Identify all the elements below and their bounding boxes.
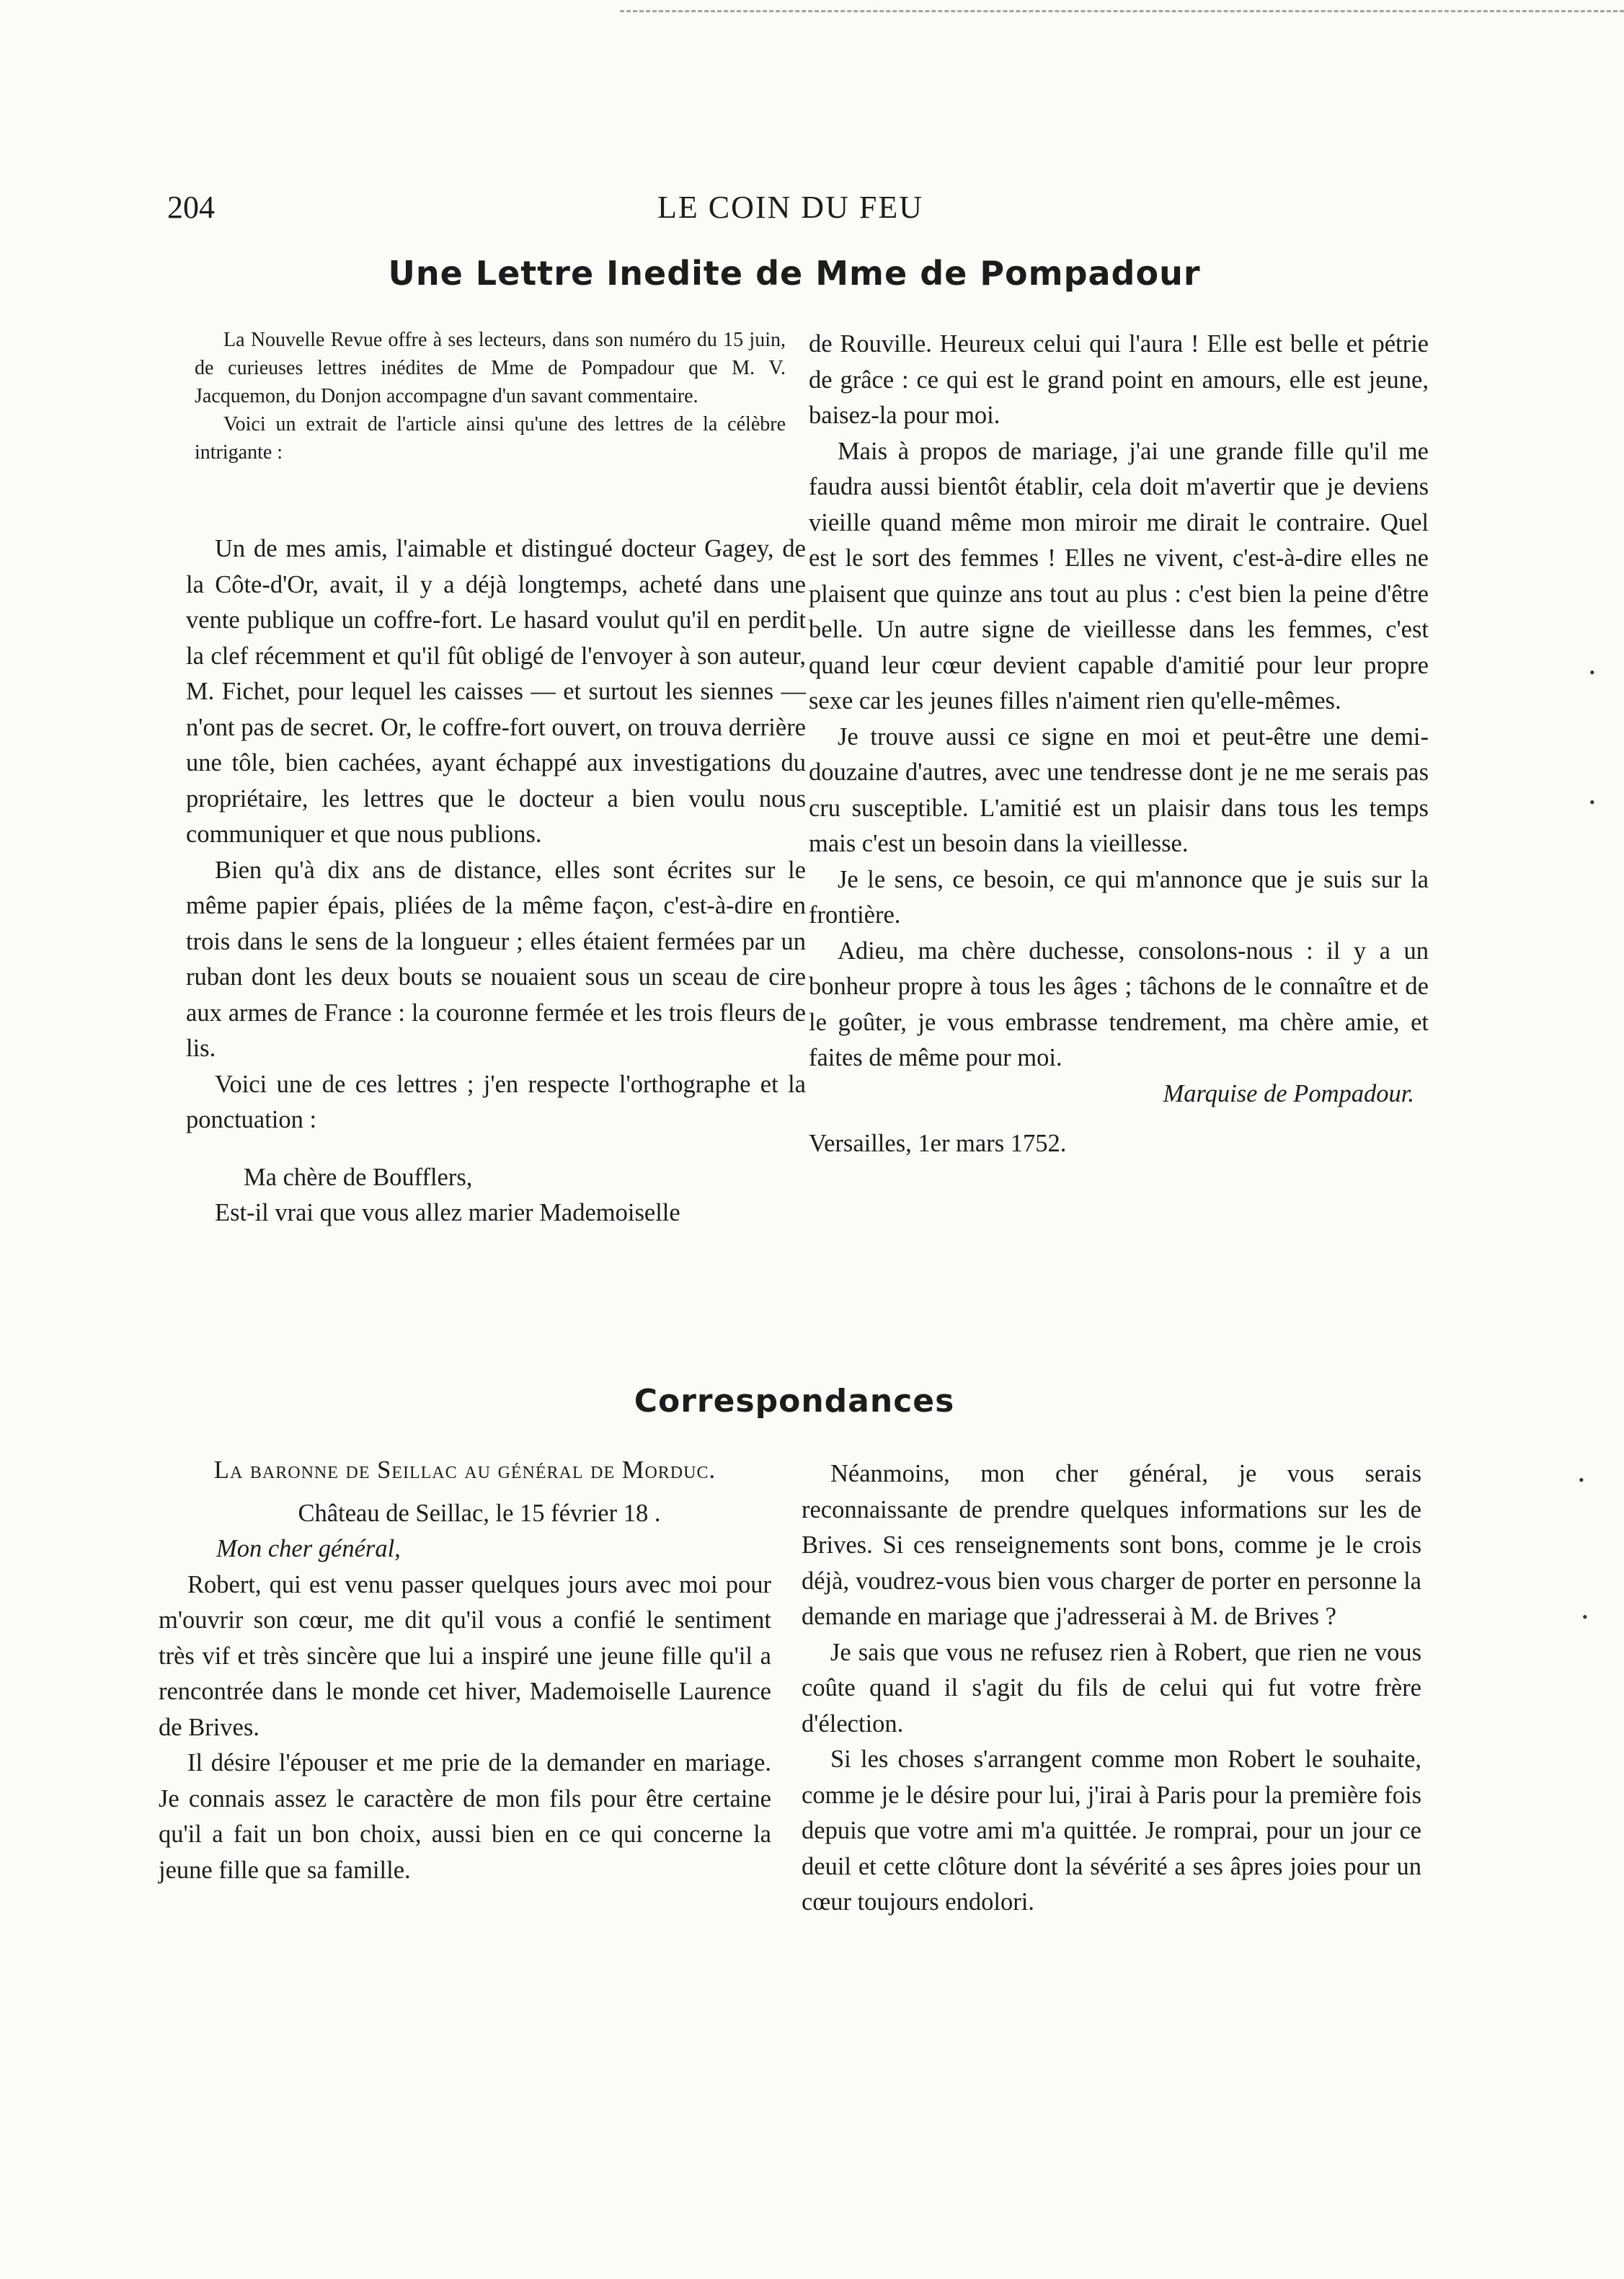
intro-paragraph: Voici un extrait de l'article ainsi qu'une des lettres de la célèbre intrigante :: [195, 413, 786, 464]
paragraph: Un de mes amis, l'aimable et distingué docteur Gagey, de la Côte-d'Or, avait, il y a déjà longtemps, acheté dans une vente publique un coffre-fort. Le hasard voulut qu'il en perdit la clef récemment et qu'il fût obligé de l'envoyer à son auteur, M. Fichet, pour lequel les caisses — et surtout les siennes — n'ont pas de secret. Or, le coffre-fort ouvert, on trouva derrière une tôle, bien cachées, ayant échappé aux investigations du propriétaire, les lettres que le docteur a bien voulu nous communiquer et que nous publions.: [186, 535, 806, 848]
paragraph: Robert, qui est venu passer quelques jours avec moi pour m'ouvrir son cœur, me dit qu'il vous a confié le sentiment très vif et très sincère que lui a inspiré une jeune fille qu'il a rencontrée dans le monde cet hiver, Mademoiselle Laurence de Brives.: [159, 1570, 771, 1741]
paragraph: Néanmoins, mon cher général, je vous serais reconnaissante de prendre quelques informations sur les de Brives. Si ces renseignements sont bons, comme je le crois déjà, voudrez-vous bien vous charger de porter en personne la demande en mariage que j'adresserai à M. de Brives ?: [802, 1460, 1421, 1630]
letter-salutation: Ma chère de Boufflers,: [244, 1163, 473, 1191]
article2-left-column: [159, 1453, 771, 1888]
article-intro: [195, 326, 786, 466]
margin-speck: •: [1589, 793, 1595, 811]
signature: Marquise de Pompadour.: [1163, 1079, 1414, 1107]
margin-speck: •: [1582, 1608, 1588, 1626]
margin-speck: •: [1589, 663, 1595, 681]
letter-greeting: Mon cher général,: [216, 1535, 401, 1562]
paragraph: de Rouville. Heureux celui qui l'aura ! Elle est belle et pétrie de grâce : ce qui est le grand point en amours, elle est jeune, baisez-la pour moi.: [809, 330, 1429, 429]
spacer: [159, 1489, 771, 1496]
margin-speck: •: [1579, 1471, 1584, 1489]
paragraph: Il désire l'épouser et me prie de la demander en mariage. Je connais assez le caractère de mon fils pour être certaine qu'il a fait un bon choix, aussi bien en ce qui concerne la jeune fille que sa famille.: [159, 1749, 771, 1884]
paragraph: Si les choses s'arrangent comme mon Robert le souhaite, comme je le désire pour lui, j'irai à Paris pour la première fois depuis que votre ami m'a quittée. Je romprai, pour un jour ce deuil et cette clôture dont la sévérité a ses âpres joies pour un cœur toujours endolori.: [802, 1745, 1421, 1916]
page-number: 204: [167, 190, 215, 225]
paragraph: Adieu, ma chère duchesse, consolons-nous : il y a un bonheur propre à tous les âges ; tâchons de le connaître et de le goûter, je vous embrasse tendrement, ma chère amie, et faites de même pour moi.: [809, 937, 1429, 1071]
paragraph: Je sais que vous ne refusez rien à Robert, que rien ne vous coûte quand il s'agit du fils de celui qui fut votre frère d'élection.: [802, 1638, 1421, 1738]
dateline: Versailles, 1er mars 1752.: [809, 1130, 1067, 1157]
letter-opening: Est-il vrai que vous allez marier Mademoiselle: [215, 1199, 680, 1226]
running-head: [167, 189, 967, 232]
article1-left-column: [186, 531, 806, 1231]
intro-paragraph: La Nouvelle Revue offre à ses lecteurs, dans son numéro du 15 juin, de curieuses lettres inédites de Mme de Pompadour que M. V. Jacquemon, du Donjon accompagne d'un savant commentaire.: [195, 329, 786, 407]
journal-title: LE COIN DU FEU: [657, 190, 923, 225]
article-title-correspondances: Correspondances: [634, 1383, 955, 1420]
article-title-pompadour: Une Lettre Inedite de Mme de Pompadour: [388, 254, 1201, 293]
scan-edge-line: [620, 0, 1624, 12]
article2-right-column: [802, 1456, 1421, 1921]
paragraph: Voici une de ces lettres ; j'en respecte l'orthographe et la ponctuation :: [186, 1070, 806, 1133]
paragraph: Mais à propos de mariage, j'ai une grande fille qu'il me faudra aussi bientôt établir, cela doit m'avertir que je deviens vieille quand même mon miroir me dirait le contraire. Quel est le sort des femmes ! Elles ne vivent, c'est-à-dire elles ne plaisent que quinze ans tout au plus : c'est bien la peine d'être belle. Un autre signe de vieillesse dans les femmes, c'est quand leur cœur devient capable d'amitié pour leur propre sexe car les jeunes filles n'aiment rien qu'elle-mêmes.: [809, 437, 1429, 714]
paragraph: Bien qu'à dix ans de distance, elles sont écrites sur le même papier épais, pliées de la même façon, c'est-à-dire en trois dans le sens de la longueur ; elles étaient fermées par un ruban dont les deux bouts se nouaient sous un sceau de cire aux armes de France : la couronne fermée et les trois fleurs de lis.: [186, 856, 806, 1062]
paragraph: Je trouve aussi ce signe en moi et peut-être une demi-douzaine d'autres, avec une tendresse dont je ne me serais pas cru susceptible. L'amitié est un plaisir dans tous les temps mais c'est un besoin dans la vieillesse.: [809, 722, 1429, 857]
letter-salutation-block: [186, 1160, 806, 1196]
letter-heading: La baronne de Seillac au général de Morduc.: [213, 1456, 716, 1484]
letter-date: Château de Seillac, le 15 février 18 .: [298, 1499, 661, 1527]
article1-right-column: [809, 327, 1429, 1162]
spacer: [809, 1112, 1429, 1126]
paragraph: Je le sens, ce besoin, ce qui m'annonce que je suis sur la frontière.: [809, 865, 1429, 929]
spacer: [186, 1138, 806, 1160]
